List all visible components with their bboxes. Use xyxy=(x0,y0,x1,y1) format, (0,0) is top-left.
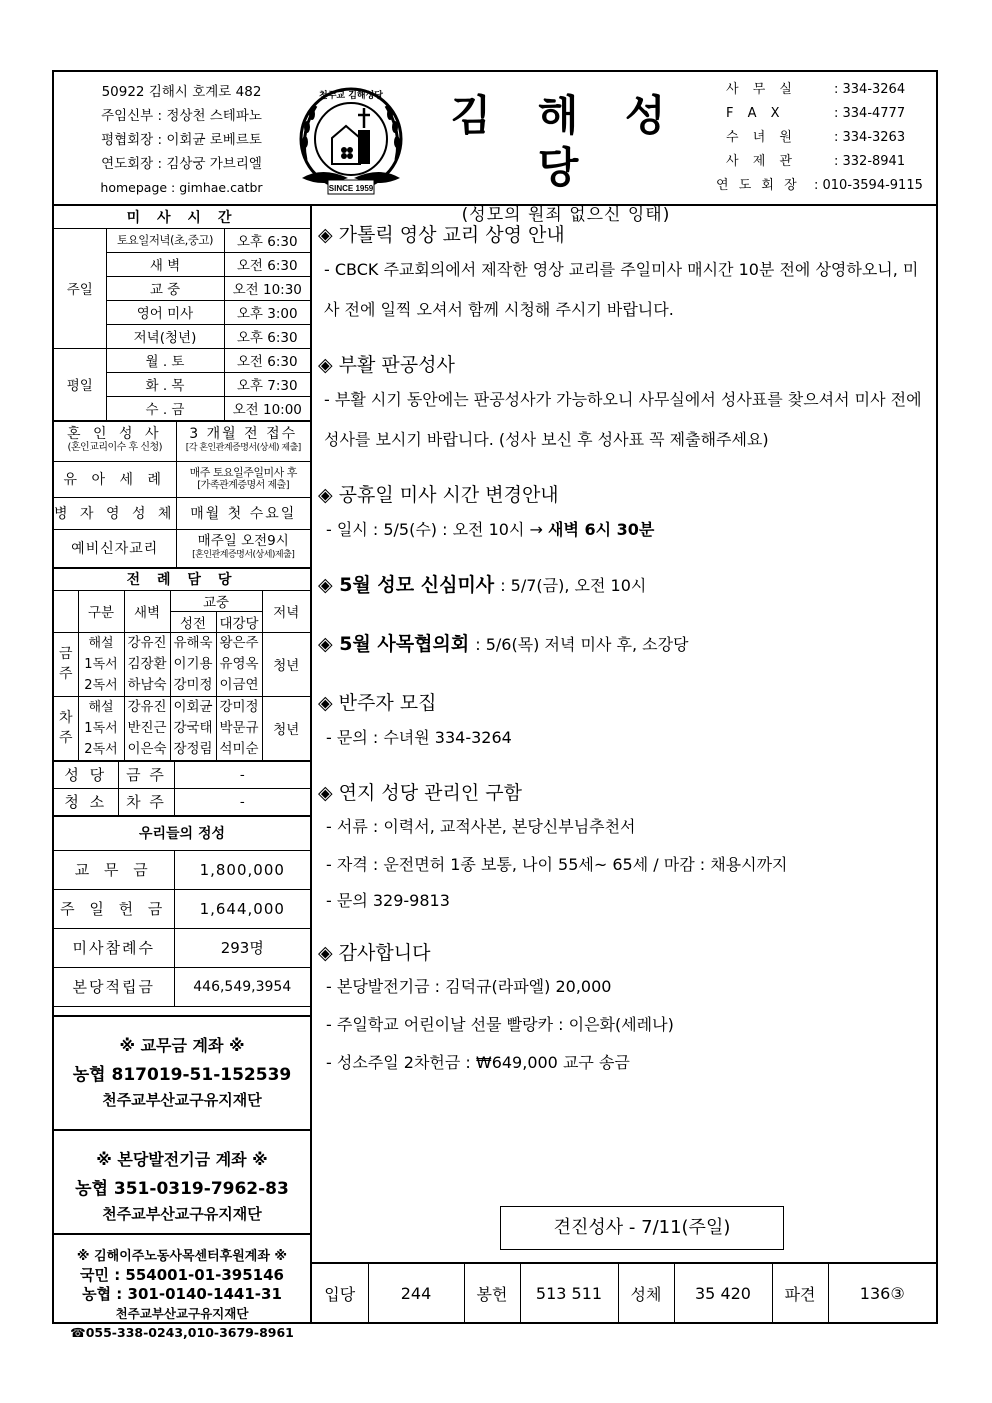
notice-title: ◈ 부활 판공성사 xyxy=(318,354,455,376)
notice-text: : 5/7(금), 오전 10시 xyxy=(500,576,647,595)
minister: 이기용 xyxy=(173,655,213,672)
role: 1독서 xyxy=(84,720,118,736)
cleaning-this-label: 금 주 xyxy=(118,761,174,788)
notice-body: - 부활 시기 동안에는 판공성사가 가능하오니 사무실에서 성사표를 찾으셔서 미사 전에 성사를 보시기 바랍니다. (성사 보신 후 성사표 꼭 제출해주세요) xyxy=(324,390,922,449)
main-a-cell xyxy=(170,632,216,696)
account-title: ※ 교무금 계좌 ※ xyxy=(119,1035,245,1055)
mass-name: 화 . 목 xyxy=(106,372,224,396)
minister: 이은숙 xyxy=(127,740,167,757)
liturgy-title: 전 례 담 당 xyxy=(54,568,310,590)
stat-label: 파견 xyxy=(772,1263,828,1323)
contact-row xyxy=(716,174,936,198)
contact-label: 연 도 회 장 xyxy=(716,178,800,193)
notice-body xyxy=(318,510,928,550)
confirmation-box: 견진성사 - 7/11(주일) xyxy=(500,1206,784,1250)
contact-value: : 334-3264 xyxy=(834,82,906,97)
minister: 유영옥 xyxy=(219,655,259,672)
catechumen-label: 예비신자교리 xyxy=(54,529,176,567)
mass-name: 영어 미사 xyxy=(106,300,224,324)
main-a-cell xyxy=(170,696,216,760)
notices-column xyxy=(312,206,936,1324)
catechumen-value-cell xyxy=(176,529,310,567)
contact-row xyxy=(726,150,936,174)
offering-value: 1,800,000 xyxy=(174,850,310,889)
offering-value: 1,644,000 xyxy=(174,889,310,928)
notice-text: : 5/6(목) 저녁 미사 후, 소강당 xyxy=(475,635,689,654)
mass-name: 새 벽 xyxy=(106,252,224,276)
mass-time: 오후 6:30 xyxy=(224,228,310,252)
role: 1독서 xyxy=(84,656,118,672)
evening-cell: 청년 xyxy=(262,632,310,696)
sunday-label: 주일 xyxy=(54,228,106,348)
notice-title: ◈ 5월 성모 신심미사 xyxy=(318,574,495,596)
bulletin-page xyxy=(52,70,938,1340)
next-week-label: 차주 xyxy=(54,696,78,760)
mass-schedule-table xyxy=(54,206,310,421)
infant-value-cell xyxy=(176,461,310,497)
labor-phone: ☎055-338-0243,010-3679-8961 xyxy=(70,1324,294,1340)
minister: 이회균 xyxy=(173,698,213,715)
parish-dues-account xyxy=(54,1015,310,1129)
mass-name: 월 . 토 xyxy=(106,348,224,372)
dawn-cell xyxy=(124,632,170,696)
marriage-value: 3 개월 전 접수 xyxy=(189,426,298,442)
notice-body: - 성소주일 2차헌금 : ₩649,000 교구 송금 xyxy=(326,1053,630,1072)
title-block xyxy=(416,90,716,225)
page-subtitle: (성모의 원죄 없으신 잉태) xyxy=(461,205,671,225)
roles-cell xyxy=(78,632,124,696)
sick-communion-value: 매월 첫 수요일 xyxy=(176,497,310,529)
role: 해설 xyxy=(88,635,114,651)
minister: 이금연 xyxy=(219,676,259,693)
minister: 장정림 xyxy=(173,740,213,757)
col-division: 구분 xyxy=(78,590,124,632)
notice-inline xyxy=(318,629,928,660)
notice-title: ◈ 5월 사목협의회 xyxy=(318,633,470,655)
minister: 왕은주 xyxy=(219,634,259,651)
notice-body: - 자격 : 운전면허 1종 보통, 나이 55세~ 65세 / 마감 : 채용시까지 xyxy=(326,855,788,874)
notice-title: ◈ 공휴일 미사 시간 변경안내 xyxy=(318,484,559,506)
mass-name: 저녁(청년) xyxy=(106,324,224,348)
mass-time: 오후 6:30 xyxy=(224,324,310,348)
offering-table xyxy=(54,816,310,1007)
main-b-cell xyxy=(216,696,262,760)
col-main-hall: 대강당 xyxy=(216,611,262,632)
left-column xyxy=(54,206,312,1340)
notice-body: - 문의 329-9813 xyxy=(326,891,450,910)
sacraments-table xyxy=(54,421,310,568)
col-main: 교중 xyxy=(170,590,262,611)
col-evening: 저녁 xyxy=(262,590,310,632)
seal-text: 천주교 김해성당 xyxy=(319,91,383,101)
minister: 강미정 xyxy=(219,698,259,715)
main-b-cell xyxy=(216,632,262,696)
offering-value: 293명 xyxy=(174,928,310,967)
notices xyxy=(318,220,928,1082)
cleaning-label-b: 청 소 xyxy=(54,788,118,815)
notice-title: ◈ 감사합니다 xyxy=(318,942,431,964)
col-dawn: 새벽 xyxy=(124,590,170,632)
stat-value: 35 420 xyxy=(674,1263,772,1323)
contact-label: 사 무 실 xyxy=(726,82,797,97)
minister: 김장환 xyxy=(127,655,167,672)
stat-label: 봉헌 xyxy=(464,1263,520,1323)
cleaning-label-a: 성 당 xyxy=(54,761,118,788)
stat-label: 성체 xyxy=(618,1263,674,1323)
role: 2독서 xyxy=(84,741,118,757)
col-main-sanctuary: 성전 xyxy=(170,611,216,632)
parish-info xyxy=(64,80,299,200)
mass-name: 교 중 xyxy=(106,276,224,300)
contact-value: : 332-8941 xyxy=(834,154,906,169)
minister: 강유진 xyxy=(127,634,167,651)
liturgy-table xyxy=(54,568,310,761)
mass-name: 수 . 금 xyxy=(106,396,224,420)
contact-label: 수 녀 원 xyxy=(726,130,797,145)
contact-list xyxy=(716,78,936,198)
notice-title: ◈ 연지 성당 관리인 구함 xyxy=(318,782,522,804)
labor-holder: 천주교부산교구유지재단 xyxy=(115,1305,249,1321)
account-number: 농협 817019-51-152539 xyxy=(72,1064,292,1085)
mass-time: 오후 3:00 xyxy=(224,300,310,324)
cleaning-this-value: - xyxy=(174,761,310,788)
catechumen-value-note: [혼인관계증명서(상세)제출] xyxy=(192,550,295,560)
role: 해설 xyxy=(88,699,114,715)
offering-value: 446,549,3954 xyxy=(174,967,310,1006)
contact-value: : 334-4777 xyxy=(834,106,906,121)
role: 2독서 xyxy=(84,677,118,693)
council-president: 평협회장 : 이회균 로베르토 xyxy=(101,132,262,148)
minister: 박문규 xyxy=(219,719,259,736)
mass-time: 오전 10:30 xyxy=(224,276,310,300)
contact-value: : 010-3594-9115 xyxy=(814,178,923,193)
account-holder: 천주교부산교구유지재단 xyxy=(102,1090,262,1109)
offering-label: 주 일 헌 금 xyxy=(54,889,174,928)
notice-body: - CBCK 주교회의에서 제작한 영상 교리를 주일미사 매시간 10분 전에 상영하오니, 미사 전에 일찍 오셔서 함께 시청해 주시기 바랍니다. xyxy=(324,260,919,319)
minister: 강미정 xyxy=(173,676,213,693)
seal-since: SINCE 1959 xyxy=(328,184,374,193)
attendance-stats xyxy=(312,1262,936,1324)
account-title: ※ 본당발전기금 계좌 ※ xyxy=(96,1149,268,1169)
mass-time: 오전 6:30 xyxy=(224,252,310,276)
notice-body: - 서류 : 이력서, 교적사본, 본당신부님추천서 xyxy=(326,817,636,836)
parish-seal-icon xyxy=(292,82,410,200)
mass-time: 오전 6:30 xyxy=(224,348,310,372)
cleaning-table xyxy=(54,761,310,816)
legion-president: 연도회장 : 김상궁 가브리엘 xyxy=(101,156,262,172)
mass-time: 오전 10:00 xyxy=(224,396,310,420)
pastor: 주임신부 : 정상천 스테파노 xyxy=(101,108,262,124)
minister: 유해욱 xyxy=(173,634,213,651)
notice-text: - 일시 : 5/5(수) : 오전 10시 → xyxy=(326,520,543,539)
mass-name: 토요일저녁(초,중고) xyxy=(106,228,224,252)
marriage-value-note: [각 혼인관계증명서(상세) 제출] xyxy=(185,443,301,453)
offering-label: 미사참례수 xyxy=(54,928,174,967)
marriage-value-cell xyxy=(176,421,310,461)
evening-cell: 청년 xyxy=(262,696,310,760)
notice-body: - 본당발전기금 : 김덕규(라파엘) 20,000 xyxy=(326,977,612,996)
infant-value-note: [가족관계증명서 제출] xyxy=(197,480,290,491)
contact-value: : 334-3263 xyxy=(834,130,906,145)
marriage-cell xyxy=(54,421,176,461)
stat-value: 513 511 xyxy=(520,1263,618,1323)
offering-label: 교 무 금 xyxy=(54,850,174,889)
notice-body: - 주일학교 어린이날 선물 빨랑카 : 이은화(세레나) xyxy=(326,1015,674,1034)
stat-label: 입당 xyxy=(312,1263,368,1323)
infant-baptism-label: 유 아 세 례 xyxy=(54,461,176,497)
contact-row xyxy=(726,126,936,150)
mass-time: 오후 7:30 xyxy=(224,372,310,396)
labor-line2: 농협 : 301-0140-1441-31 xyxy=(82,1284,282,1303)
minister: 반진근 xyxy=(127,719,167,736)
marriage-note: (혼인교리이수 후 신청) xyxy=(67,442,163,453)
offering-label: 본당적립금 xyxy=(54,967,174,1006)
contact-row xyxy=(726,102,936,126)
page-title: 김 해 성 당 xyxy=(450,91,682,192)
this-week-label: 금주 xyxy=(54,632,78,696)
development-fund-account xyxy=(54,1129,310,1233)
stat-value: 136③ xyxy=(828,1263,936,1323)
labor-center-account xyxy=(54,1233,310,1359)
account-holder: 천주교부산교구유지재단 xyxy=(102,1204,262,1223)
account-number: 농협 351-0319-7962-83 xyxy=(75,1178,289,1199)
contact-label: 사 제 관 xyxy=(726,154,797,169)
notice-title: ◈ 가톨릭 영상 교리 상영 안내 xyxy=(318,224,565,246)
marriage-label: 혼 인 성 사 xyxy=(67,426,163,442)
notice-title: ◈ 반주자 모집 xyxy=(318,692,437,714)
cleaning-next-label: 차 주 xyxy=(118,788,174,815)
sick-communion-label: 병 자 영 성 체 xyxy=(54,497,176,529)
catechumen-value: 매주일 오전9시 xyxy=(197,533,289,549)
minister: 강유진 xyxy=(127,698,167,715)
labor-line1: 국민 : 554001-01-395146 xyxy=(80,1265,284,1284)
minister: 하남숙 xyxy=(127,676,167,693)
notice-inline xyxy=(318,570,928,601)
minister: 강국태 xyxy=(173,719,213,736)
notice-highlight: 새벽 6시 30분 xyxy=(548,520,655,539)
cleaning-next-value: - xyxy=(174,788,310,815)
stat-value: 244 xyxy=(368,1263,464,1323)
notice-body: - 문의 : 수녀원 334-3264 xyxy=(326,728,512,747)
minister: 석미순 xyxy=(219,740,259,757)
homepage: homepage : gimhae.catbr xyxy=(100,180,263,195)
roles-cell xyxy=(78,696,124,760)
address: 50922 김해시 호계로 482 xyxy=(101,84,262,100)
infant-value: 매주 토요일주일미사 후 xyxy=(189,466,297,479)
offering-title: 우리들의 정성 xyxy=(54,816,310,850)
contact-row xyxy=(726,78,936,102)
contact-label: F A X xyxy=(726,106,785,121)
dawn-cell xyxy=(124,696,170,760)
weekday-label: 평일 xyxy=(54,348,106,420)
mass-title: 미 사 시 간 xyxy=(54,206,310,228)
labor-title: ※ 김해이주노동사목센터후원계좌 ※ xyxy=(76,1248,288,1264)
